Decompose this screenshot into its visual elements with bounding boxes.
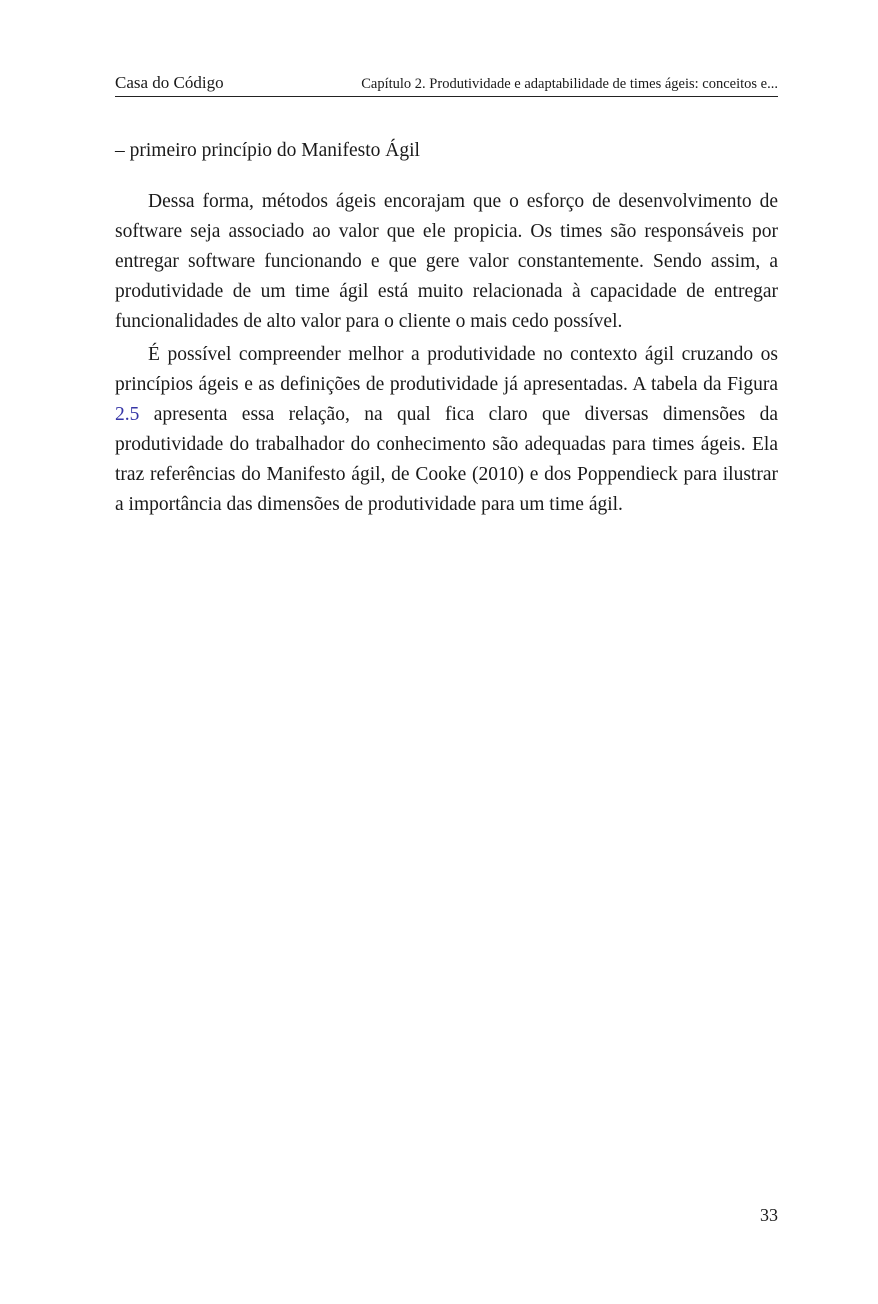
paragraph <box>115 340 778 520</box>
book-title: Casa do Código <box>115 73 224 92</box>
page-number: 33 <box>760 1205 778 1225</box>
chapter-title: Capítulo 2. Produtividade e adaptabilidade de times ágeis: conceitos e... <box>361 76 778 92</box>
body-text <box>115 187 778 523</box>
running-header <box>115 72 778 97</box>
quote-attribution: – primeiro princípio do Manifesto Ágil <box>115 140 420 161</box>
paragraph: Dessa forma, métodos ágeis encorajam que o esforço de desenvolvimento de software seja associado ao valor que ele propicia. Os times são responsáveis por entregar software funcionando e que gere valor constantemente. Sendo assim, a produtividade de um time ágil está muito relacionada à capacidade de entregar funcionalidades de alto valor para o cliente o mais cedo possível. <box>115 191 778 332</box>
figure-reference-link[interactable]: 2.5 <box>115 404 140 425</box>
paragraph-text: apresenta essa relação, na qual fica claro que diversas dimensões da produtividade do trabalhador do conhecimento são adequadas para times ágeis. Ela traz referências do Manifesto ágil, de Cooke (2010) e dos Poppendieck para ilustrar a importância das dimensões de produtividade para um time ágil. <box>115 404 778 515</box>
paragraph-text: É possível compreender melhor a produtividade no contexto ágil cruzando os princípios ágeis e as definições de produtividade já apresentadas. A tabela da Figura <box>115 344 778 395</box>
